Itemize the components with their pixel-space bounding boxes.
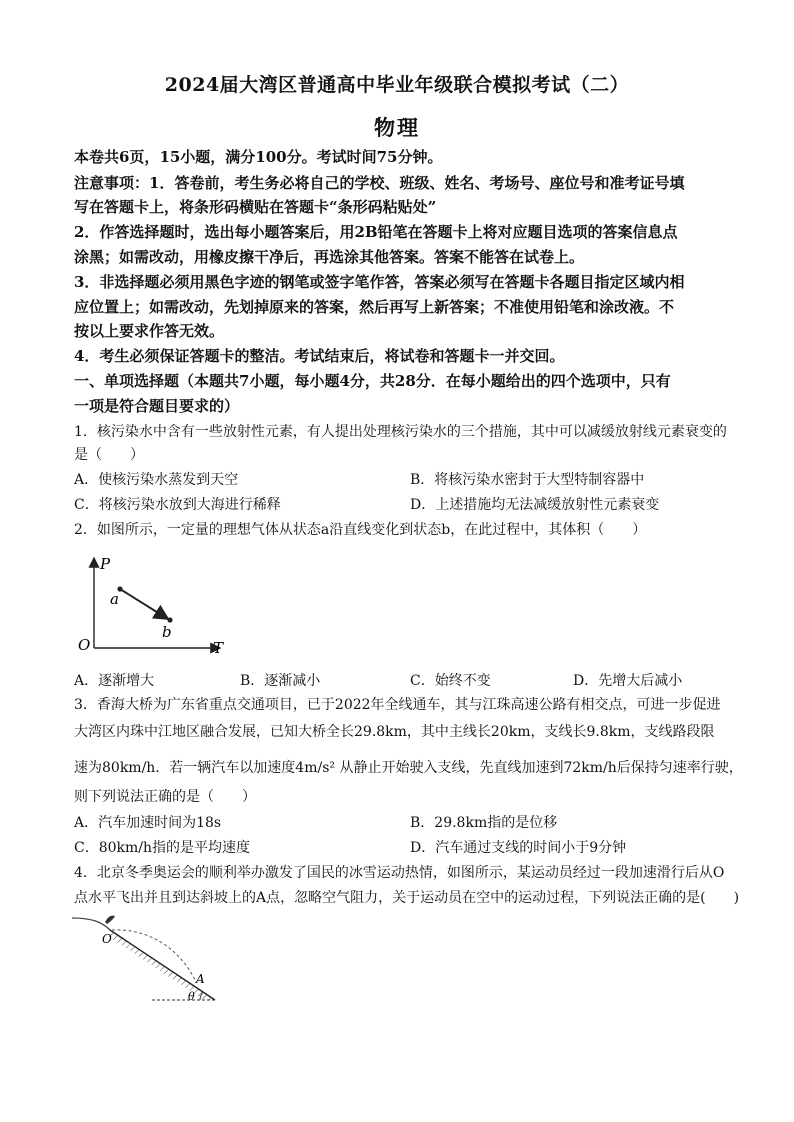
q1-option-c: C．将核污染水放到大海进行稀释 (74, 497, 281, 513)
section-heading: 一项是符合题目要求的） (74, 397, 240, 415)
q1-stem: 是（ ） (74, 447, 144, 463)
pt-label-t: T (213, 639, 224, 657)
ski-ramp (72, 918, 110, 930)
ski-label-theta: θ (188, 990, 195, 1003)
q2-option-a: A．逐渐增大 (74, 673, 155, 689)
q2-stem: 2．如图所示，一定量的理想气体从状态a沿直线变化到状态b，在此过程中，其体积（ ） (74, 522, 647, 538)
instruction-line: 应位置上；如需改动，先划掉原来的答案，然后再写上新答案；不准使用铅笔和涂改液。不 (74, 298, 675, 316)
instruction-line: 3．非选择题必须用黑色字迹的钢笔或签字笔作答，答案必须写在答题卡各题目指定区域内相 (74, 273, 685, 291)
instruction-line: 4．考生必须保证答题卡的整洁。考试结束后，将试卷和答题卡一并交回。 (74, 347, 565, 365)
ski-slope (110, 930, 215, 1000)
ski-jump-diagram (72, 910, 222, 1010)
instruction-line: 写在答题卡上，将条形码横贴在答题卡“条形码粘贴处” (74, 198, 437, 216)
q1-option-b: B．将核污染水密封于大型特制容器中 (410, 472, 645, 488)
q1-stem: 1．核污染水中含有一些放射性元素，有人提出处理核污染水的三个措施，其中可以减缓放射线元素衰变的 (74, 424, 727, 440)
q2-option-c: C．始终不变 (410, 673, 491, 689)
pt-diagram (72, 552, 232, 657)
section-heading: 一、单项选择题（本题共7小题，每小题4分，共28分．在每小题给出的四个选项中，只有 (74, 372, 671, 390)
ski-label-o: O (102, 932, 112, 946)
pt-label-a: a (110, 590, 119, 608)
pt-label-b: b (162, 623, 172, 641)
q3-stem: 3．香海大桥为广东省重点交通项目，已于2022年全线通车，其与江珠高速公路有相交点，可进一步促进 (74, 697, 721, 713)
q3-stem: 则下列说法正确的是（ ） (74, 789, 256, 805)
q4-stem: 点水平飞出并且到达斜坡上的A点，忽略空气阻力，关于运动员在空中的运动过程，下列说法正确的是( ) (74, 890, 740, 906)
q3-option-d: D．汽车通过支线的时间小于9分钟 (410, 840, 627, 856)
q1-option-a: A．使核污染水蒸发到天空 (74, 472, 239, 488)
exam-title: 2024届大湾区普通高中毕业年级联合模拟考试（二） (164, 74, 630, 96)
instruction-line: 按以上要求作答无效。 (74, 322, 225, 340)
instruction-line: 本卷共6页，15小题，满分100分。考试时间75分钟。 (74, 148, 443, 166)
q4-stem: 4．北京冬季奥运会的顺利举办激发了国民的冰雪运动热情，如图所示，某运动员经过一段加速滑行后从O (74, 865, 725, 881)
q3-option-b: B．29.8km指的是位移 (410, 815, 558, 831)
q3-option-a: A．汽车加速时间为18s (74, 815, 222, 831)
q3-option-c: C．80km/h指的是平均速度 (74, 840, 251, 856)
exam-subject: 物理 (374, 115, 420, 140)
skier-icon (105, 916, 115, 924)
ski-trajectory (112, 930, 196, 982)
instruction-line: 注意事项：1．答卷前，考生务必将自己的学校、班级、姓名、考场号、座位号和准考证号填 (74, 174, 685, 192)
instruction-line: 2．作答选择题时，选出每小题答案后，用2B铅笔在答题卡上将对应题目选项的答案信息点 (74, 223, 678, 241)
q2-option-b: B．逐渐减小 (240, 673, 321, 689)
q3-stem: 大湾区内珠中江地区融合发展，已知大桥全长29.8km，其中主线长20km，支线长9.8km，支线路段限 (74, 724, 715, 740)
ski-label-a: A (196, 972, 205, 986)
pt-label-o: O (78, 636, 91, 654)
q2-option-d: D．先增大后减小 (573, 673, 683, 689)
q3-stem: 速为80km/h．若一辆汽车以加速度4m/s² 从静止开始驶入支线，先直线加速到72km/h后保持匀速率行驶， (74, 760, 743, 776)
pt-label-p: P (100, 555, 111, 573)
pt-point-b (167, 617, 172, 622)
pt-process-line (120, 589, 168, 619)
q1-option-d: D．上述措施均无法减缓放射性元素衰变 (410, 497, 660, 513)
instruction-line: 涂黑；如需改动，用橡皮擦干净后，再选涂其他答案。答案不能答在试卷上。 (74, 248, 585, 266)
